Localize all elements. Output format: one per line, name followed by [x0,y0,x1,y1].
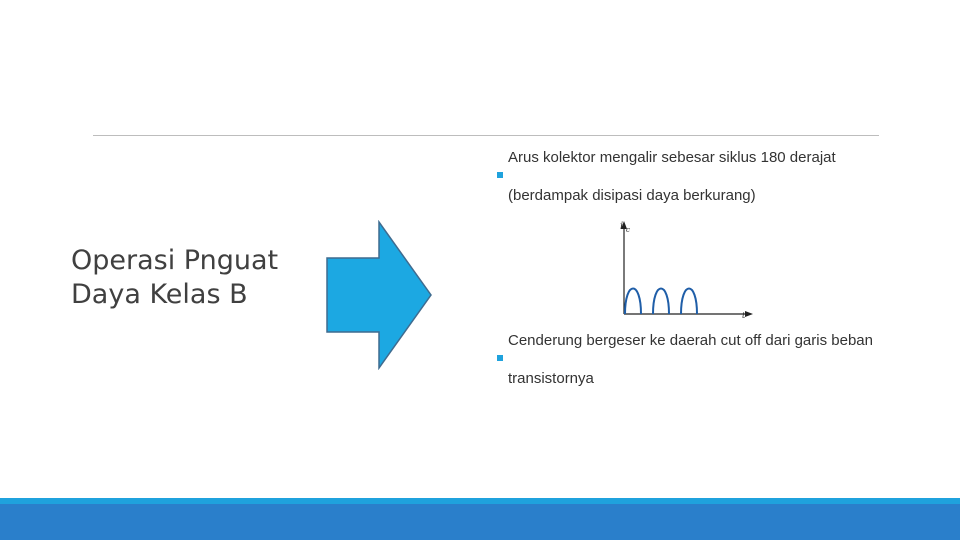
bullet-item-1 [497,139,907,215]
x-axis-label: t [742,311,746,320]
current-pulse-1 [625,289,641,315]
current-pulse-3 [681,289,697,315]
y-axis-label-subscript: c [626,226,630,234]
footer-accent-line [0,498,960,504]
slide-title: Operasi Pnguat Daya Kelas B [71,245,279,310]
square-bullet-icon [497,155,503,161]
class-b-collector-current-waveform [612,218,760,322]
footer-bar [0,498,960,540]
bullet-text: Arus kolektor mengalir sebesar siklus 180 derajat (berdampak disipasi daya berkurang) [508,149,836,204]
bullet-text: Cenderung bergeser ke daerah cut off dari garis beban transistornya [508,332,873,387]
y-axis-label: i [620,221,624,232]
bullet-item-2 [497,322,907,398]
current-pulse-2 [653,289,669,315]
right-block-arrow-icon [324,220,434,370]
header-divider [93,135,879,136]
square-bullet-icon [497,338,503,344]
